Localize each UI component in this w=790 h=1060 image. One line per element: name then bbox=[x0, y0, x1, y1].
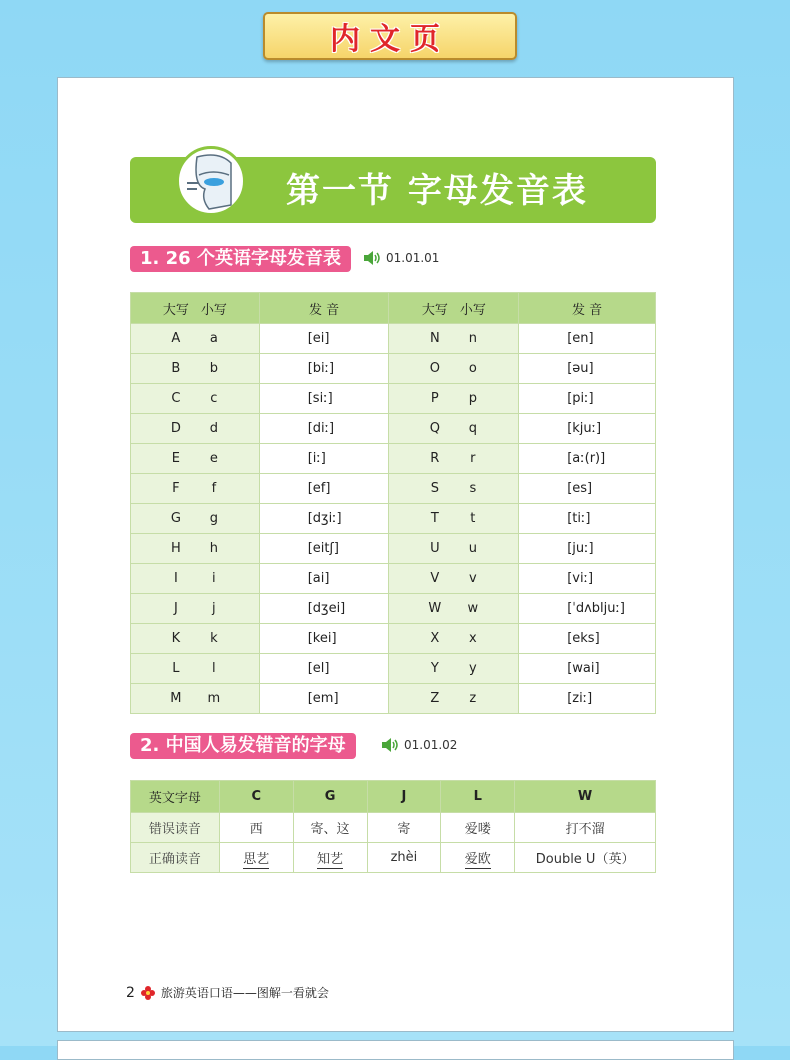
mouth-diagram-icon bbox=[176, 146, 246, 216]
header-letter: L bbox=[441, 781, 515, 813]
pronunciation: [viː] bbox=[519, 564, 656, 594]
letter-pair: G g bbox=[131, 504, 260, 534]
pronunciation: [em] bbox=[259, 684, 389, 714]
subsection-title-1: 1. 26 个英语字母发音表 bbox=[130, 246, 351, 272]
section-title: 第一节 字母发音表 bbox=[286, 171, 588, 211]
pronunciation: [dʒei] bbox=[259, 594, 389, 624]
table-row bbox=[131, 843, 656, 873]
wrong-reading: 寄、这 bbox=[293, 813, 367, 843]
correct-reading: 思艺 bbox=[219, 843, 293, 873]
flower-icon bbox=[141, 986, 155, 1000]
speaker-icon bbox=[380, 737, 400, 753]
pronunciation: [ˈdʌbljuː] bbox=[519, 594, 656, 624]
pronunciation: [el] bbox=[259, 654, 389, 684]
top-banner bbox=[263, 12, 517, 60]
header-letters-left: 大写 小写 bbox=[131, 293, 260, 324]
wrong-reading: 寄 bbox=[367, 813, 441, 843]
table-header-row bbox=[131, 293, 656, 324]
row-label: 错误读音 bbox=[131, 813, 220, 843]
table-row bbox=[131, 534, 656, 564]
pronunciation: [biː] bbox=[259, 354, 389, 384]
letter-pair: V v bbox=[389, 564, 519, 594]
letter-pair: T t bbox=[389, 504, 519, 534]
table-row bbox=[131, 384, 656, 414]
letter-pair: P p bbox=[389, 384, 519, 414]
pronunciation: [tiː] bbox=[519, 504, 656, 534]
audio-code: 01.01.02 bbox=[404, 738, 458, 752]
pronunciation: [ef] bbox=[259, 474, 389, 504]
page bbox=[57, 77, 734, 1032]
letter-pair: M m bbox=[131, 684, 260, 714]
next-page-edge bbox=[57, 1040, 734, 1060]
letter-pair: R r bbox=[389, 444, 519, 474]
pronunciation: [es] bbox=[519, 474, 656, 504]
letter-pair: K k bbox=[131, 624, 260, 654]
pronunciation: [eitʃ] bbox=[259, 534, 389, 564]
wrong-reading: 爱喽 bbox=[441, 813, 515, 843]
letter-pair: F f bbox=[131, 474, 260, 504]
header-letters-right: 大写 小写 bbox=[389, 293, 519, 324]
pronunciation: [əu] bbox=[519, 354, 656, 384]
table-row bbox=[131, 564, 656, 594]
letter-pair: A a bbox=[131, 324, 260, 354]
letter-pair: N n bbox=[389, 324, 519, 354]
speaker-icon bbox=[362, 250, 382, 266]
pronunciation: [ai] bbox=[259, 564, 389, 594]
header-letter: J bbox=[367, 781, 441, 813]
letter-pair: D d bbox=[131, 414, 260, 444]
audio-link-2[interactable] bbox=[380, 737, 457, 753]
table-header-row bbox=[131, 781, 656, 813]
table-row bbox=[131, 324, 656, 354]
banner-title: 内文页 bbox=[330, 22, 450, 57]
letter-pair: J j bbox=[131, 594, 260, 624]
letter-pair: E e bbox=[131, 444, 260, 474]
correct-reading: Double U（英） bbox=[515, 843, 656, 873]
page-number: 2 bbox=[126, 984, 135, 1001]
letter-pair: X x bbox=[389, 624, 519, 654]
pronunciation: [iː] bbox=[259, 444, 389, 474]
row-label: 正确读音 bbox=[131, 843, 220, 873]
pronunciation: [wai] bbox=[519, 654, 656, 684]
subsection-title-2: 2. 中国人易发错音的字母 bbox=[130, 733, 356, 759]
letter-pair: C c bbox=[131, 384, 260, 414]
letter-pair: U u bbox=[389, 534, 519, 564]
pronunciation: [diː] bbox=[259, 414, 389, 444]
pronunciation: [juː] bbox=[519, 534, 656, 564]
letter-pair: S s bbox=[389, 474, 519, 504]
pronunciation: [ziː] bbox=[519, 684, 656, 714]
pronunciation: [eks] bbox=[519, 624, 656, 654]
letter-pair: Q q bbox=[389, 414, 519, 444]
table-row bbox=[131, 474, 656, 504]
correct-reading: zhèi bbox=[367, 843, 441, 873]
alphabet-table bbox=[130, 292, 656, 714]
table-row bbox=[131, 594, 656, 624]
table-row bbox=[131, 684, 656, 714]
table-row bbox=[131, 354, 656, 384]
letter-pair: I i bbox=[131, 564, 260, 594]
page-footer bbox=[126, 984, 329, 1001]
correct-reading: 知艺 bbox=[293, 843, 367, 873]
letter-pair: Z z bbox=[389, 684, 519, 714]
letter-pair: W w bbox=[389, 594, 519, 624]
letter-pair: O o bbox=[389, 354, 519, 384]
mispronounced-letters-table bbox=[130, 780, 656, 873]
pronunciation: [kjuː] bbox=[519, 414, 656, 444]
pronunciation: [kei] bbox=[259, 624, 389, 654]
pronunciation: [en] bbox=[519, 324, 656, 354]
pronunciation: [piː] bbox=[519, 384, 656, 414]
header-letter: W bbox=[515, 781, 656, 813]
letter-pair: H h bbox=[131, 534, 260, 564]
header-pron-right: 发 音 bbox=[519, 293, 656, 324]
table-row bbox=[131, 444, 656, 474]
table-row bbox=[131, 654, 656, 684]
pronunciation: [dʒiː] bbox=[259, 504, 389, 534]
audio-link-1[interactable] bbox=[362, 250, 439, 266]
header-pron-left: 发 音 bbox=[259, 293, 389, 324]
table-row bbox=[131, 624, 656, 654]
wrong-reading: 西 bbox=[219, 813, 293, 843]
book-title: 旅游英语口语——图解一看就会 bbox=[160, 986, 329, 1000]
table-row bbox=[131, 414, 656, 444]
pronunciation: [siː] bbox=[259, 384, 389, 414]
audio-code: 01.01.01 bbox=[386, 251, 440, 265]
letter-pair: B b bbox=[131, 354, 260, 384]
table-row bbox=[131, 813, 656, 843]
header-label: 英文字母 bbox=[131, 781, 220, 813]
header-letter: C bbox=[219, 781, 293, 813]
correct-reading: 爱欧 bbox=[441, 843, 515, 873]
wrong-reading: 打不溜 bbox=[515, 813, 656, 843]
header-letter: G bbox=[293, 781, 367, 813]
pronunciation: [ei] bbox=[259, 324, 389, 354]
letter-pair: Y y bbox=[389, 654, 519, 684]
letter-pair: L l bbox=[131, 654, 260, 684]
pronunciation: [aː(r)] bbox=[519, 444, 656, 474]
table-row bbox=[131, 504, 656, 534]
